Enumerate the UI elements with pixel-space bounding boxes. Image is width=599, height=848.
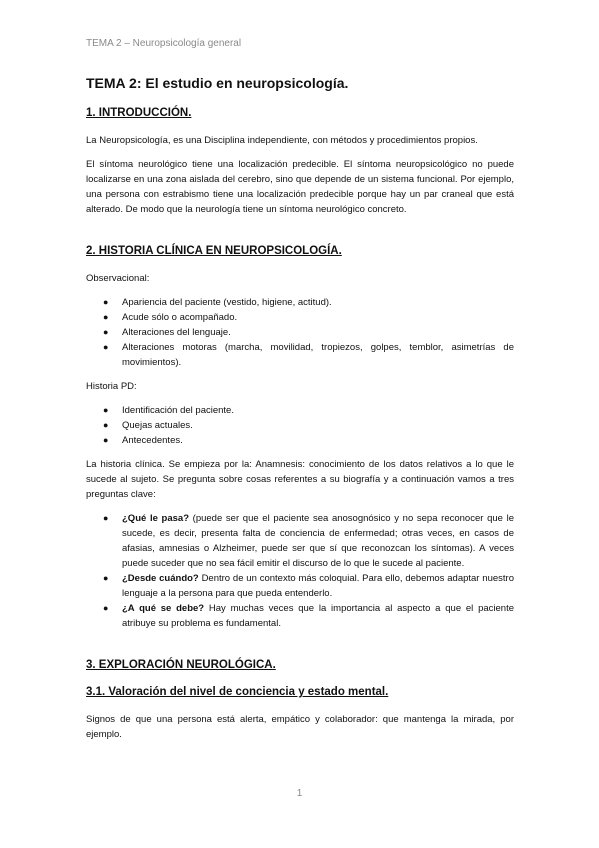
list-item: ● Alteraciones motoras (marcha, movilidad, tropiezos, golpes, temblor, asimetrías de movimientos). bbox=[103, 342, 514, 368]
subsection-heading-valoracion: 3.1. Valoración del nivel de conciencia y estado mental. bbox=[86, 686, 389, 698]
section-heading-exploracion: 3. EXPLORACIÓN NEUROLÓGICA. bbox=[86, 659, 276, 671]
list-item: ● Alteraciones del lenguaje. bbox=[103, 327, 231, 338]
list-item: ● Apariencia del paciente (vestido, higiene, actitud). bbox=[103, 297, 332, 308]
list-historia-pd bbox=[86, 403, 514, 448]
section-heading-introduccion: 1. INTRODUCCIÓN. bbox=[86, 107, 192, 119]
bullet-icon: ● bbox=[103, 342, 109, 352]
list-item: ● Acude sólo o acompañado. bbox=[103, 312, 238, 323]
document-title: TEMA 2: El estudio en neuropsicología. bbox=[86, 75, 349, 91]
bullet-icon: ● bbox=[103, 405, 109, 415]
label-observacional: Observacional: bbox=[86, 273, 150, 284]
running-header: TEMA 2 – Neuropsicología general bbox=[86, 38, 242, 49]
question-key: ¿Qué le pasa? bbox=[122, 513, 189, 524]
bullet-icon: ● bbox=[103, 603, 109, 613]
list-item: ● Identificación del paciente. bbox=[103, 405, 234, 416]
bullet-icon: ● bbox=[103, 513, 109, 523]
section-heading-historia-clinica: 2. HISTORIA CLÍNICA EN NEUROPSICOLOGÍA. bbox=[86, 245, 342, 257]
bullet-icon: ● bbox=[103, 327, 109, 337]
bullet-icon: ● bbox=[103, 573, 109, 583]
paragraph-exploracion-1: Signos de que una persona está alerta, empático y colaborador: que mantenga la mirada, por ejemplo. bbox=[86, 714, 514, 740]
list-item: ● ¿A qué se debe? Hay muchas veces que la importancia al aspecto a que el paciente atribuye su problema es fundamental. bbox=[103, 603, 514, 629]
bullet-icon: ● bbox=[103, 420, 109, 430]
list-item: ● ¿Qué le pasa? (puede ser que el paciente sea anosognósico y no sepa reconocer que le sucede, es decir, presenta falta de conciencia de enfermedad; otras veces, en casos de afasias, amnesias o Alzheimer, puede ser que sí que reconozcan los síntomas). A veces puede suceder que no sea fácil emitir el discurso de lo que le sucede al paciente. bbox=[103, 513, 514, 569]
bullet-icon: ● bbox=[103, 312, 109, 322]
bullet-icon: ● bbox=[103, 435, 109, 445]
list-item: ● Quejas actuales. bbox=[103, 420, 193, 431]
list-item: ● ¿Desde cuándo? Dentro de un contexto más coloquial. Para ello, debemos adaptar nuestro lenguaje a la persona para que pueda entenderlo. bbox=[103, 573, 514, 599]
list-preguntas-clave bbox=[86, 511, 514, 631]
label-historia-pd: Historia PD: bbox=[86, 381, 137, 392]
question-key: ¿Desde cuándo? bbox=[122, 573, 199, 584]
paragraph-intro-1: La Neuropsicología, es una Disciplina independiente, con métodos y procedimientos propios. bbox=[86, 135, 478, 146]
bullet-icon: ● bbox=[103, 297, 109, 307]
list-item: ● Antecedentes. bbox=[103, 435, 183, 446]
paragraph-intro-2: El síntoma neurológico tiene una localización predecible. El síntoma neuropsicológico no puede localizarse en una zona aislada del cerebro, sino que depende de un sistema funcional. Por ejemplo, una persona con estrabismo tiene una localización predecible porque hay un par craneal que está alterado. De modo que la neurología tiene un síntoma neurológico concreto. bbox=[86, 159, 514, 215]
question-key: ¿A qué se debe? bbox=[122, 603, 205, 614]
list-observacional bbox=[86, 295, 514, 370]
document-body bbox=[86, 74, 514, 751]
page-number: 1 bbox=[296, 788, 303, 799]
paragraph-anamnesis: La historia clínica. Se empieza por la: Anamnesis: conocimiento de los datos relativos a lo que le sucede al sujeto. Se pregunta sobre cosas referentes a su biografía y a continuación vamos a tres preguntas clave: bbox=[86, 459, 514, 500]
